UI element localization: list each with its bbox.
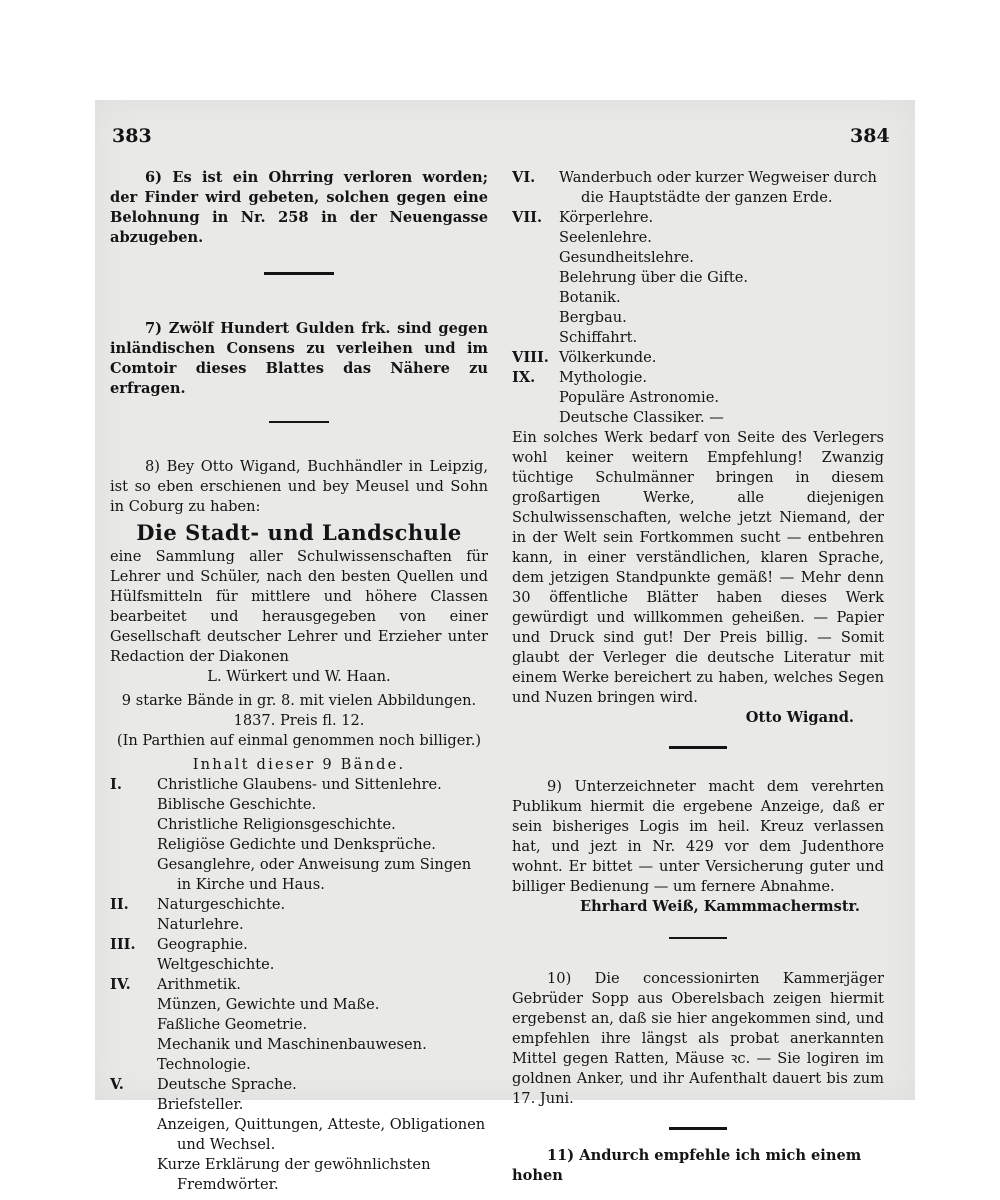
toc-items — [559, 368, 724, 428]
right-column — [512, 168, 884, 1186]
toc-items — [559, 208, 748, 348]
toc-item: Anzeigen, Quittungen, Atteste, Obligationen und Wechsel. — [157, 1116, 486, 1153]
toc-entry — [110, 975, 488, 1075]
toc-item: Gesundheitslehre. — [559, 249, 694, 266]
separator-rule — [264, 272, 334, 275]
toc-item: Mechanik und Maschinenbauwesen. — [157, 1036, 427, 1053]
toc-entry — [110, 1075, 488, 1195]
toc-heading: Inhalt dieser 9 Bände. — [192, 756, 406, 773]
toc-number: I. — [110, 776, 122, 793]
toc-items — [157, 895, 285, 935]
toc-entry — [110, 935, 488, 975]
book-volumes: 9 starke Bände in gr. 8. mit vielen Abbildungen. — [121, 692, 477, 709]
toc-items — [157, 775, 471, 895]
book-note: (In Parthien auf einmal genommen noch billiger.) — [116, 732, 482, 749]
toc-item: Bergbau. — [559, 309, 627, 326]
toc-number: IX. — [512, 369, 536, 386]
toc-item: Geographie. — [157, 936, 248, 953]
toc-item: Seelenlehre. — [559, 229, 652, 246]
toc-item: Faßliche Geometrie. — [157, 1016, 308, 1033]
toc-number: III. — [110, 936, 136, 953]
toc-item: Biblische Geschichte. — [157, 796, 317, 813]
ad-8: 8) Bey Otto Wigand, Buchhändler in Leipzig, ist so eben erschienen und bey Meusel und Sohn in Coburg zu haben: — [110, 458, 488, 515]
toc-entry — [512, 368, 884, 428]
ad-6: 6) Es ist ein Ohrring verloren worden; der Finder wird gebeten, solchen gegen eine Belohnung in Nr. 258 in der Neuengasse abzugeben. — [110, 169, 488, 246]
toc-item: Naturlehre. — [157, 916, 244, 933]
separator-rule — [669, 1127, 727, 1130]
toc-item: Botanik. — [559, 289, 621, 306]
separator-rule — [669, 746, 727, 749]
toc-entry — [110, 895, 488, 935]
toc-item: Briefsteller. — [157, 1096, 244, 1113]
toc-item: Christliche Religionsgeschichte. — [157, 816, 396, 833]
toc-item: Körperlehre. — [559, 209, 654, 226]
toc-number: V. — [110, 1076, 124, 1093]
toc-item: Gesanglehre, oder Anweisung zum Singen — [157, 856, 472, 873]
book-price: 1837. Preis fl. 12. — [233, 712, 365, 729]
left-column — [110, 168, 488, 1195]
book-title: Die Stadt- und Landschule — [136, 520, 462, 545]
toc-item: Wanderbuch oder kurzer Wegweiser durch die Hauptstädte der ganzen Erde. — [559, 169, 877, 206]
toc-item: Naturgeschichte. — [157, 896, 286, 913]
page-number-left: 383 — [112, 125, 152, 147]
toc-item: Münzen, Gewichte und Maße. — [157, 996, 380, 1013]
toc-number: VI. — [512, 169, 536, 186]
toc-number: IV. — [110, 976, 131, 993]
toc-item: Mythologie. — [559, 369, 647, 386]
toc-items — [559, 168, 884, 208]
toc-items — [157, 1075, 488, 1195]
toc-number: VIII. — [512, 349, 549, 366]
book-recommendation: Ein solches Werk bedarf von Seite des Verlegers wohl keiner weitern Empfehlung! Zwanzig tüchtige Schulmänner bringen in diesem großartigen Werke, alle diejenigen Schulwissenschaften, welche jetzt Niemand, der in der Welt sein Fortkommen sucht — entbehren kann, in einer verständlichen, klaren Sprache, dem jetzigen Standpunkte gemäß! — Mehr denn 30 öffentliche Blätter haben dieses Werk gewürdigt und willkommen geheißen. — Papier und Druck sind gut! Der Preis billig. — Somit glaubt der Verleger die deutsche Literatur mit einem Werke bereichert zu haben, welches Segen und Nuzen bringen wird. — [512, 429, 884, 706]
toc-item: Völkerkunde. — [559, 349, 657, 366]
toc-item: Deutsche Classiker. — — [559, 409, 724, 426]
toc-items — [157, 935, 274, 975]
toc-number: II. — [110, 896, 129, 913]
ad-10: 10) Die concessionirten Kammerjäger Gebrüder Sopp aus Oberelsbach zeigen hiermit ergebenst an, daß sie hier angekommen sind, und empfehlen ihre längst als probat anerkannten Mittel gegen Ratten, Mäuse ꝛc. — Sie logiren im goldnen Anker, und ihr Aufenthalt dauert bis zum 17. Juni. — [512, 970, 884, 1107]
separator-rule — [269, 421, 329, 424]
ad-9: 9) Unterzeichneter macht dem verehrten Publikum hiermit die ergebene Anzeige, daß er sein bisheriges Logis im heil. Kreuz verlassen hat, und jezt in Nr. 429 vor dem Judenthore wohnt. Er bittet — unter Versicherung guter und billiger Bedienung — um fernere Abnahme. — [512, 777, 884, 895]
page-number-right: 384 — [850, 125, 890, 147]
toc-entry — [512, 168, 884, 208]
toc-items — [157, 975, 427, 1075]
toc-item: Kurze Erklärung der gewöhnlichsten Fremdwörter. — [157, 1156, 431, 1193]
ad-11: 11) Andurch empfehle ich mich einem hohen — [512, 1146, 862, 1184]
book-editors: L. Würkert und W. Haan. — [207, 668, 391, 685]
toc-items — [559, 348, 656, 368]
toc-item: Technologie. — [157, 1056, 251, 1073]
book-description: eine Sammlung aller Schulwissenschaften für Lehrer und Schüler, nach den besten Quellen und Hülfsmitteln für mittlere und höhere Classen bearbeitet und herausgegeben von einer Gesellschaft deutscher Lehrer und Erzieher unter Redaction der Diakonen — [110, 548, 488, 665]
book-signature: Otto Wigand. — [745, 709, 854, 726]
toc-item: Arithmetik. — [157, 976, 241, 993]
ad-9-signature: Ehrhard Weiß, Kammmachermstr. — [580, 897, 860, 915]
toc-entry — [512, 348, 884, 368]
toc-item: in Kirche und Haus. — [177, 876, 325, 893]
toc-item: Weltgeschichte. — [157, 956, 275, 973]
toc-entry — [110, 775, 488, 895]
toc-item: Religiöse Gedichte und Denksprüche. — [157, 836, 436, 853]
toc-entry — [512, 208, 884, 348]
toc-item: Deutsche Sprache. — [157, 1076, 297, 1093]
toc-item: Christliche Glaubens- und Sittenlehre. — [157, 776, 442, 793]
toc-item: Schiffahrt. — [559, 329, 638, 346]
toc-number: VII. — [512, 209, 543, 226]
ad-7: 7) Zwölf Hundert Gulden frk. sind gegen inländischen Consens zu verleihen und im Comtoir dieses Blattes das Nähere zu erfragen. — [110, 319, 488, 397]
separator-rule — [669, 937, 727, 940]
toc-item: Belehrung über die Gifte. — [559, 269, 748, 286]
toc-item: Populäre Astronomie. — [559, 389, 719, 406]
